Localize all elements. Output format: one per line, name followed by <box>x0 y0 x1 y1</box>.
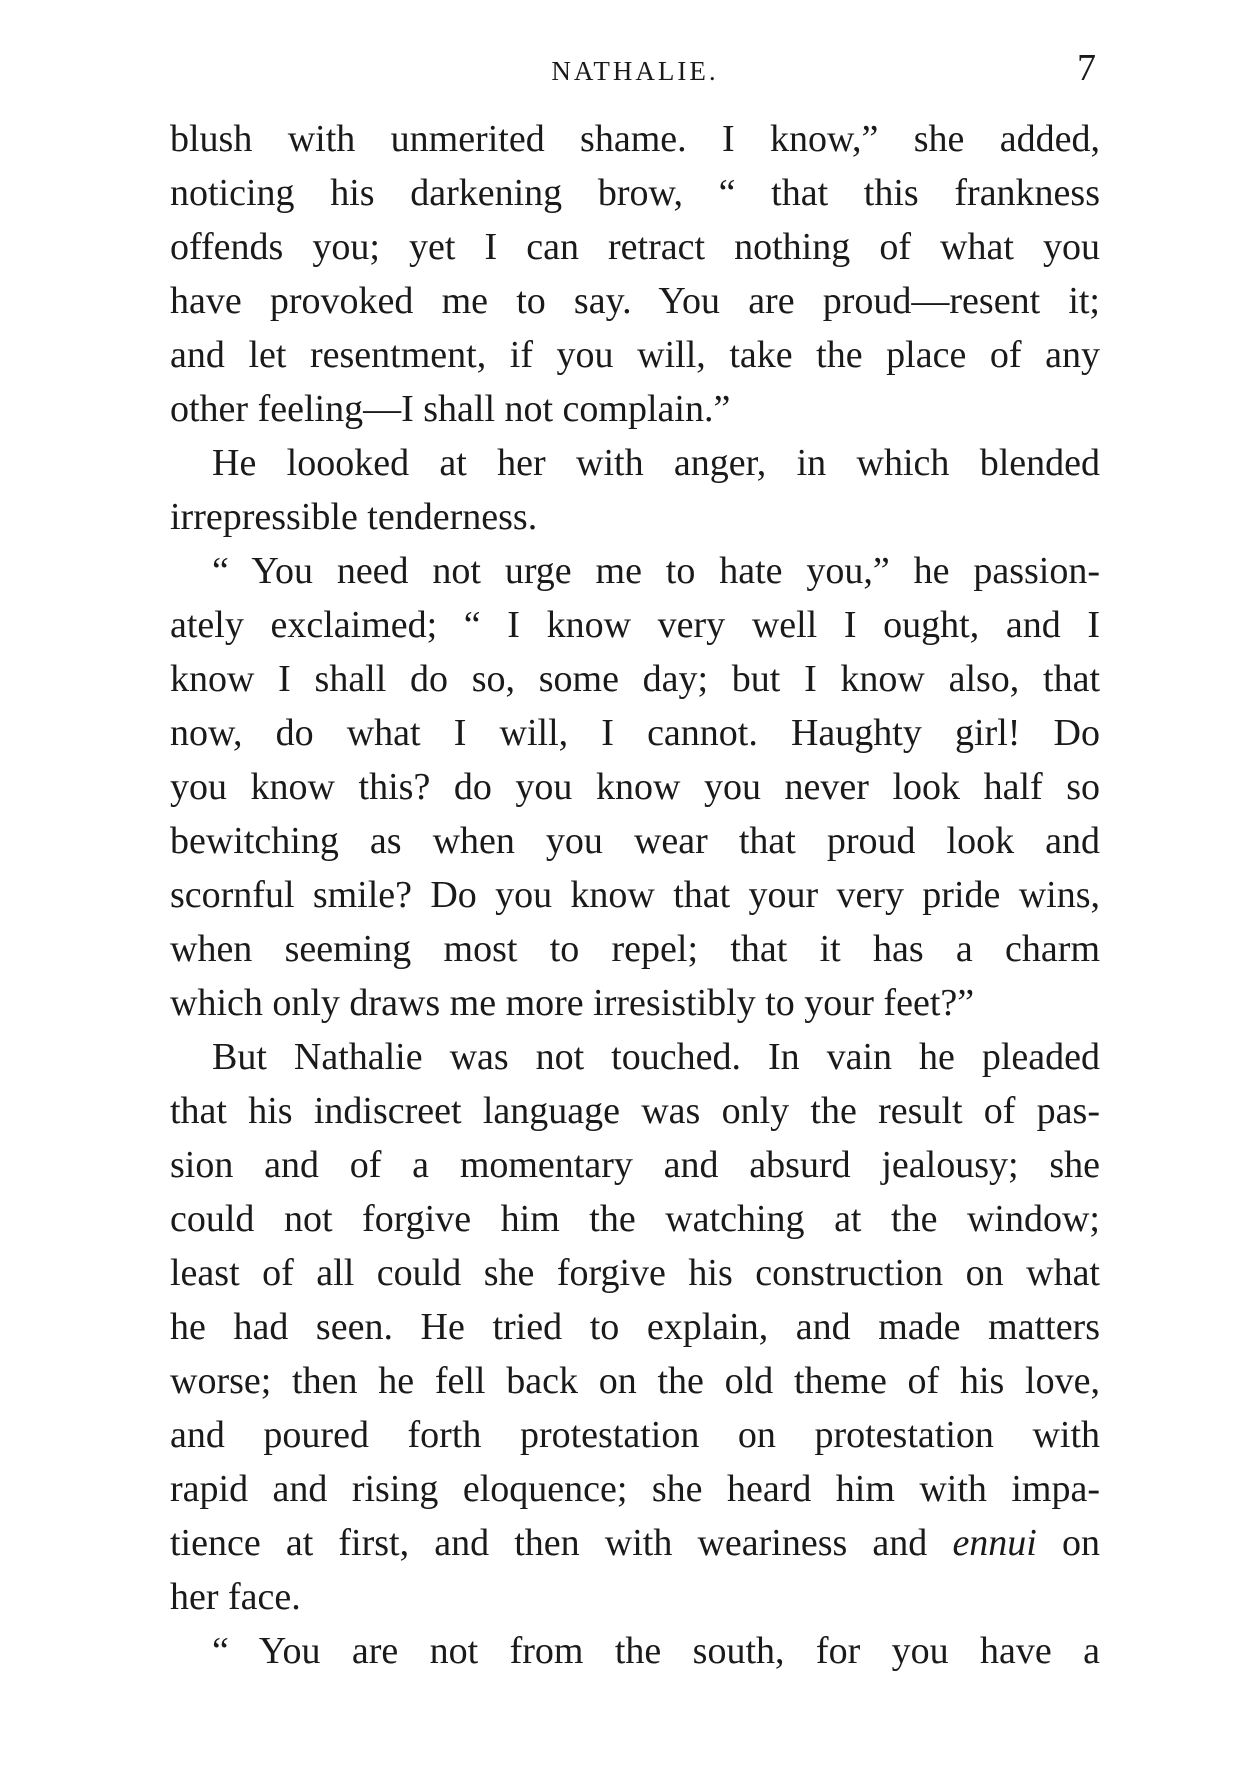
text-line: and poured forth protestation on protestation with <box>170 1414 1100 1456</box>
text-line: sion and of a momentary and absurd jealousy; she <box>170 1144 1100 1186</box>
text-line: He loooked at her with anger, in which blended <box>212 442 1100 484</box>
text-line: now, do what I will, I cannot. Haughty girl! Do <box>170 712 1100 754</box>
text-line: But Nathalie was not touched. In vain he pleaded <box>212 1036 1100 1078</box>
text-line: and let resentment, if you will, take the place of any <box>170 334 1100 376</box>
text-line: ately exclaimed; “ I know very well I ought, and I <box>170 604 1100 646</box>
text-line: worse; then he fell back on the old theme of his love, <box>170 1360 1100 1402</box>
text-line: have provoked me to say. You are proud—resent it; <box>170 280 1100 322</box>
text-line: “ You need not urge me to hate you,” he passion- <box>212 550 1100 592</box>
text-line: could not forgive him the watching at the window; <box>170 1198 1100 1240</box>
text-line: scornful smile? Do you know that your very pride wins, <box>170 874 1100 916</box>
text-line: her face. <box>170 1576 301 1618</box>
text-line: rapid and rising eloquence; she heard him with impa- <box>170 1468 1100 1510</box>
italic-word: ennui <box>952 1522 1037 1564</box>
text-line: other feeling—I shall not complain.” <box>170 388 731 430</box>
text-line: know I shall do so, some day; but I know also, that <box>170 658 1100 700</box>
running-title: NATHALIE. <box>551 56 719 86</box>
text-line: bewitching as when you wear that proud look and <box>170 820 1100 862</box>
text-line: that his indiscreet language was only the result of pas- <box>170 1090 1100 1132</box>
text-line: irrepressible tenderness. <box>170 496 538 538</box>
text-line: blush with unmerited shame. I know,” she added, <box>170 118 1100 160</box>
text-line: noticing his darkening brow, “ that this frankness <box>170 172 1100 214</box>
page-number: 7 <box>1077 47 1096 89</box>
text-line: when seeming most to repel; that it has a charm <box>170 928 1100 970</box>
text-fragment: tience at first, and then with weariness and <box>170 1522 928 1564</box>
text-line: least of all could she forgive his construction on what <box>170 1252 1100 1294</box>
text-line: which only draws me more irresistibly to your feet?” <box>170 982 975 1024</box>
text-line: “ You are not from the south, for you have a <box>212 1630 1100 1672</box>
text-fragment: on <box>1062 1522 1101 1564</box>
running-head <box>170 46 1100 96</box>
body-text <box>170 112 1100 1678</box>
text-line-mixed <box>170 1516 1100 1570</box>
text-line: you know this? do you know you never look half so <box>170 766 1100 808</box>
text-line: offends you; yet I can retract nothing of what you <box>170 226 1100 268</box>
text-line: he had seen. He tried to explain, and made matters <box>170 1306 1100 1348</box>
